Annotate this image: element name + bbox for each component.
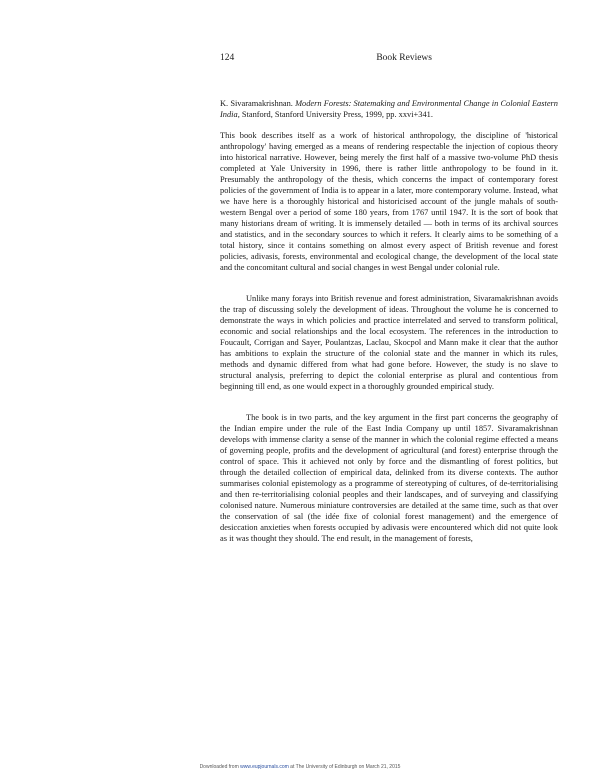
citation-title: Modern Forests: Statemaking and Environmental Change in Colonial Eastern India — [220, 99, 558, 119]
paragraph-1: This book describes itself as a work of historical anthropology, the discipline of 'historical anthropology' having emerged as a means of rendering respectable the injection of copious theory into historical narrative. However, being merely the first half of a massive two-volume PhD thesis completed at Yale University in 1996, there is rather little anthropology to be found in it. Presumably the anthropology of the thesis, which concerns the impact of contemporary forest policies of the government of India is to appear in a later, more contemporary volume. Instead, what we have here is a thoroughly historical and historicised account of the jungle mahals of south-western Bengal over a period of some 180 years, from 1767 until 1947. It is the sort of book that many historians dream of writing. It is immensely detailed — both in terms of its archival sources and statistics, and in the secondary sources to which it refers. It clearly aims to be something of a total history, since it contains something on almost every aspect of British revenue and forest policies, adivasis, forests, environmental and ecological change, the development of the local state and the concomitant cultural and social changes in west Bengal under colonial rule. — [220, 131, 558, 272]
book-citation — [220, 98, 558, 120]
citation-publisher: , Stanford, Stanford University Press, 1999, pp. xxvi+341. — [237, 110, 433, 119]
review-body — [220, 130, 558, 564]
paragraph-3: The book is in two parts, and the key argument in the first part concerns the geography of the Indian empire under the rule of the East India Company up until 1857. Sivaramakrishnan develops with immense clarity a sense of the manner in which the colonial regime effected a means of governing people, profits and the development of agricultural (and forest) enterprise through the control of space. This it achieved not only by force and the dismantling of forest politics, but through the detailed collection of empirical data, delinked from its diverse contexts. The author summarises colonial epistemology as a programme of stereotyping of cultures, of de-territorialising and then re-territorialising colonial peoples and their landscapes, and of surveying and classifying colonised nature. Numerous miniature controversies are detailed at the same time, such as that over the conservation of sal (the idée fixe of colonial forest management) and the emergence of desiccation anxieties when forests occupied by adivasis were encountered which did not quite look as it was thought they should. The end result, in the management of forests, — [220, 413, 558, 543]
citation-author: K. Sivaramakrishnan. — [220, 99, 293, 108]
page-number: 124 — [220, 53, 235, 63]
paragraph-2: Unlike many forays into British revenue and forest administration, Sivaramakrishnan avoids the trap of discussing solely the development of ideas. Throughout the volume he is concerned to demonstrate the ways in which policies and practice interrelated and served to transform political, economic and social relationships and the local ecosystem. The references in the introduction to Foucault, Corrigan and Sayer, Poulantzas, Laclau, Skocpol and Mann make it clear that the author has ambitions to explain the structure of the colonial state and the manner in which its rules, methods and dynamic differed from what had gone before. However, the study is no slave to structural analysis, preferring to depict the colonial enterprise as plural and contentious from beginning till end, as one would expect in a thoroughly grounded empirical study. — [220, 294, 558, 391]
download-footer — [0, 764, 600, 770]
footer-prefix: Downloaded from — [199, 764, 241, 770]
footer-link[interactable]: www.eupjournals.com — [240, 764, 289, 770]
footer-suffix: at The University of Edinburgh on March 21, 2015 — [288, 764, 401, 770]
running-head: Book Reviews — [376, 53, 432, 63]
